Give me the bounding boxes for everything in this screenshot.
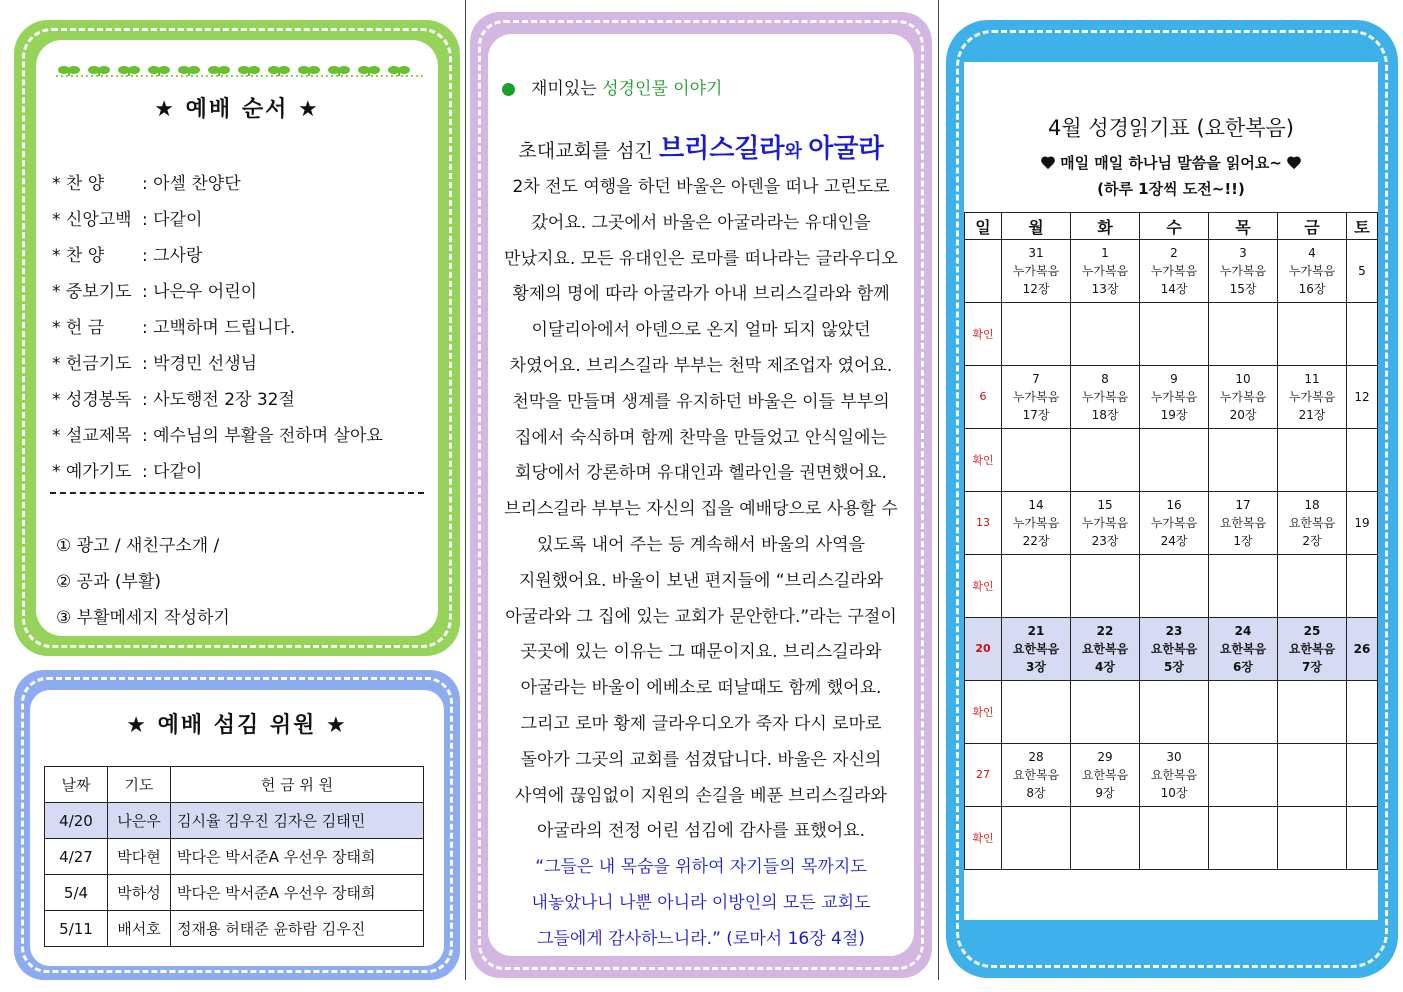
book-name: 요한복음 xyxy=(1081,642,1129,656)
story-line: 만났지요. 모든 유대인은 로마를 떠나라는 글라우디오 xyxy=(504,248,898,269)
table-row xyxy=(45,803,424,839)
book-name: 요한복음 xyxy=(1219,516,1267,530)
saturday-cell: 12 xyxy=(1347,366,1378,429)
calendar-week-row xyxy=(965,492,1378,555)
order-item xyxy=(52,382,383,418)
reading-day-cell xyxy=(1071,366,1140,429)
reading-day-cell xyxy=(1140,744,1209,807)
day-number: 11 xyxy=(1304,372,1320,386)
calendar-check-row xyxy=(965,681,1378,744)
order-item-value: : 다같이 xyxy=(142,462,203,482)
chapter: 13장 xyxy=(1091,282,1119,296)
book-name: 요한복음 xyxy=(1150,768,1198,782)
story-title xyxy=(488,128,914,165)
check-box-cell[interactable] xyxy=(1140,681,1209,744)
book-name: 누가복음 xyxy=(1150,516,1198,530)
check-box-cell[interactable] xyxy=(1209,555,1278,618)
story-line: 브리스길라 부부는 자신의 집을 예배당으로 사용할 수 xyxy=(504,499,898,520)
book-name: 요한복음 xyxy=(1219,642,1267,656)
day-number: 22 xyxy=(1096,624,1114,638)
story-line: 차였어요. 브리스길라 부부는 천막 제조업자 였어요. xyxy=(509,355,893,376)
order-item-label: * 헌금기도 xyxy=(52,354,132,374)
story-title-prefix: 초대교회를 섬긴 xyxy=(518,140,659,162)
chapter: 24장 xyxy=(1160,534,1188,548)
book-name: 누가복음 xyxy=(1150,264,1198,278)
day-number: 30 xyxy=(1166,750,1182,764)
reading-day-cell xyxy=(1278,744,1347,807)
reading-day-cell xyxy=(1002,618,1071,681)
sprout-border-icon xyxy=(56,52,426,78)
day-number: 9 xyxy=(1170,372,1178,386)
order-item xyxy=(52,238,383,274)
day-number: 16 xyxy=(1166,498,1182,512)
book-name: 누가복음 xyxy=(1219,390,1267,404)
order-item-label: * 성경봉독 xyxy=(52,390,132,410)
separator-line xyxy=(50,492,424,494)
reading-day-cell xyxy=(1278,492,1347,555)
day-number: 2 xyxy=(1170,246,1178,260)
day-number: 4 xyxy=(1308,246,1316,260)
reading-plan-card xyxy=(964,62,1378,920)
fold-line-left xyxy=(465,0,466,980)
order-item-label: * 설교제목 xyxy=(52,426,132,446)
check-label: 확인 xyxy=(965,429,1002,492)
calendar-check-row xyxy=(965,807,1378,870)
day-number: 18 xyxy=(1304,498,1320,512)
servers-table xyxy=(44,766,424,947)
day-number: 23 xyxy=(1165,624,1183,638)
reading-day-cell xyxy=(1071,618,1140,681)
chapter: 9장 xyxy=(1095,786,1115,800)
day-number: 17 xyxy=(1235,498,1251,512)
story-line: 아굴라의 전정 어린 섬김에 감사를 표했어요. xyxy=(536,821,866,842)
day-number: 31 xyxy=(1028,246,1044,260)
day-number: 21 xyxy=(1027,624,1045,638)
story-body xyxy=(492,170,910,958)
notice-item: ① 광고 / 새친구소개 / xyxy=(56,536,220,556)
servers-cell-date: 4/27 xyxy=(45,839,108,875)
order-item-label: * 중보기도 xyxy=(52,282,132,302)
column-header-offering: 헌 금 위 원 xyxy=(171,767,424,803)
story-line: 있도록 내어 주는 등 계속해서 바울의 사역을 xyxy=(536,534,866,555)
order-item-label: * 헌 금 xyxy=(52,318,105,338)
story-line: 회당에서 강론하며 유대인과 헬라인을 권면했어요. xyxy=(515,463,887,484)
reading-plan-challenge: (하루 1장씩 도전~!!) xyxy=(1097,180,1245,198)
chapter: 7장 xyxy=(1302,660,1322,674)
check-box-cell[interactable] xyxy=(1071,303,1140,366)
chapter: 20장 xyxy=(1229,408,1257,422)
calendar-check-row xyxy=(965,429,1378,492)
check-box-cell[interactable] xyxy=(1347,807,1378,870)
table-row xyxy=(45,911,424,947)
story-title-conj: 와 xyxy=(784,141,809,162)
order-item xyxy=(52,166,383,202)
check-box-cell[interactable] xyxy=(1140,807,1209,870)
reading-day-cell xyxy=(1209,240,1278,303)
book-name: 누가복음 xyxy=(1081,516,1129,530)
order-item-value: : 예수님의 부활을 전하며 살아요 xyxy=(142,426,383,446)
reading-day-cell xyxy=(1002,240,1071,303)
check-box-cell[interactable] xyxy=(1071,807,1140,870)
chapter: 15장 xyxy=(1229,282,1257,296)
story-line: 천막을 만들며 생계를 유지하던 바울은 이들 부부의 xyxy=(512,391,890,412)
story-line: 아굴라는 바울이 에베소로 떠날때도 함께 했어요. xyxy=(520,678,882,699)
check-box-cell[interactable] xyxy=(1278,303,1347,366)
bible-story-card xyxy=(488,34,914,956)
fold-line-right xyxy=(938,0,939,980)
chapter: 19장 xyxy=(1160,408,1188,422)
worship-servers-card xyxy=(30,690,444,966)
order-item xyxy=(52,418,383,454)
order-item xyxy=(52,274,383,310)
check-box-cell[interactable] xyxy=(1071,429,1140,492)
servers-cell-date: 5/11 xyxy=(45,911,108,947)
book-name: 요한복음 xyxy=(1288,516,1336,530)
servers-cell-prayer: 박다현 xyxy=(108,839,171,875)
book-name: 요한복음 xyxy=(1150,642,1198,656)
check-box-cell[interactable] xyxy=(1140,429,1209,492)
day-number: 8 xyxy=(1101,372,1109,386)
check-box-cell[interactable] xyxy=(1278,555,1347,618)
sunday-cell: 13 xyxy=(965,492,1002,555)
order-item-label: * 예가기도 xyxy=(52,462,132,482)
book-name: 요한복음 xyxy=(1081,768,1129,782)
weekday-header: 월 xyxy=(1002,213,1071,240)
check-box-cell[interactable] xyxy=(1347,555,1378,618)
chapter: 4장 xyxy=(1095,660,1115,674)
book-name: 요한복음 xyxy=(1012,768,1060,782)
check-box-cell[interactable] xyxy=(1002,429,1071,492)
day-number: 1 xyxy=(1101,246,1109,260)
check-box-cell[interactable] xyxy=(1347,429,1378,492)
chapter: 17장 xyxy=(1022,408,1050,422)
reading-day-cell xyxy=(1209,366,1278,429)
calendar-week-row xyxy=(965,240,1378,303)
reading-day-cell xyxy=(1071,240,1140,303)
reading-day-cell xyxy=(1209,618,1278,681)
book-name: 누가복음 xyxy=(1288,390,1336,404)
servers-cell-prayer: 나은우 xyxy=(108,803,171,839)
order-item-value: : 그사랑 xyxy=(142,246,203,266)
notice-item: ③ 부활메세지 작성하기 xyxy=(56,608,230,628)
bible-story-panel xyxy=(470,12,932,978)
reading-day-cell xyxy=(1278,240,1347,303)
reading-plan-title: 4월 성경읽기표 (요한복음) xyxy=(1048,116,1294,140)
order-item-value: : 다같이 xyxy=(142,210,203,230)
story-line: 곳곳에 있는 이유는 그 때문이지요. 브리스길라와 xyxy=(520,642,882,663)
chapter: 16장 xyxy=(1298,282,1326,296)
servers-cell-date: 4/20 xyxy=(45,803,108,839)
check-box-cell[interactable] xyxy=(1209,681,1278,744)
servers-cell-offering: 김시율 김우진 김자은 김태민 xyxy=(171,803,424,839)
chapter: 21장 xyxy=(1298,408,1326,422)
reading-day-cell xyxy=(1002,492,1071,555)
check-box-cell[interactable] xyxy=(1278,681,1347,744)
chapter: 14장 xyxy=(1160,282,1188,296)
reading-day-cell xyxy=(1002,744,1071,807)
notice-list xyxy=(56,528,230,636)
column-header-date: 날짜 xyxy=(45,767,108,803)
notice-item: ② 공과 (부활) xyxy=(56,572,162,592)
check-label: 확인 xyxy=(965,807,1002,870)
chapter: 23장 xyxy=(1091,534,1119,548)
reading-day-cell xyxy=(1071,492,1140,555)
order-item-label: * 찬 양 xyxy=(52,174,105,194)
servers-cell-offering: 박다은 박서준A 우선우 장태희 xyxy=(171,875,424,911)
sunday-cell xyxy=(965,240,1002,303)
check-box-cell[interactable] xyxy=(1140,555,1209,618)
weekday-header: 토 xyxy=(1347,213,1378,240)
check-box-cell[interactable] xyxy=(1209,303,1278,366)
story-header xyxy=(502,74,722,99)
servers-cell-date: 5/4 xyxy=(45,875,108,911)
saturday-cell: 19 xyxy=(1347,492,1378,555)
heart-icon xyxy=(1287,157,1301,171)
chapter: 22장 xyxy=(1022,534,1050,548)
day-number: 14 xyxy=(1028,498,1044,512)
story-header-category: 성경인물 이야기 xyxy=(602,79,723,99)
day-number: 10 xyxy=(1235,372,1251,386)
table-row xyxy=(45,839,424,875)
column-header-prayer: 기도 xyxy=(108,767,171,803)
book-name: 누가복음 xyxy=(1288,264,1336,278)
chapter: 1장 xyxy=(1233,534,1253,548)
story-line: 돌아가 그곳의 교회를 섬겼답니다. 바울은 자신의 xyxy=(520,749,882,770)
reading-day-cell xyxy=(1278,366,1347,429)
check-box-cell[interactable] xyxy=(1002,555,1071,618)
day-number: 24 xyxy=(1234,624,1252,638)
check-label: 확인 xyxy=(965,303,1002,366)
saturday-cell: 26 xyxy=(1347,618,1378,681)
book-name: 누가복음 xyxy=(1219,264,1267,278)
book-name: 누가복음 xyxy=(1012,390,1060,404)
reading-day-cell xyxy=(1209,492,1278,555)
heart-icon xyxy=(1041,157,1055,171)
day-number: 29 xyxy=(1097,750,1113,764)
book-name: 누가복음 xyxy=(1081,390,1129,404)
chapter: 3장 xyxy=(1026,660,1046,674)
story-line: 지원했어요. 바울이 보낸 편지들에 “브리스길라와 xyxy=(518,570,884,591)
weekday-header: 목 xyxy=(1209,213,1278,240)
weekday-header: 수 xyxy=(1140,213,1209,240)
calendar-check-row xyxy=(965,303,1378,366)
story-line: 황제의 명에 따라 아굴라가 아내 브리스길라와 함께 xyxy=(512,284,890,305)
worship-order-list xyxy=(52,166,383,490)
story-line: 아굴라와 그 집에 있는 교회가 문안한다.”라는 구절이 xyxy=(505,606,897,627)
reading-plan-subtitle xyxy=(964,152,1378,173)
chapter: 12장 xyxy=(1022,282,1050,296)
check-box-cell[interactable] xyxy=(1071,555,1140,618)
order-item-label: * 찬 양 xyxy=(52,246,105,266)
chapter: 2장 xyxy=(1302,534,1322,548)
reading-day-cell xyxy=(1209,744,1278,807)
scripture-quote-line: “그들은 내 목숨을 위하여 자기들의 목까지도 xyxy=(535,857,867,878)
calendar-week-row xyxy=(965,366,1378,429)
calendar-week-row xyxy=(965,618,1378,681)
story-line: 사역에 끊임없이 지원의 손길을 베푼 브리스길라와 xyxy=(515,785,887,806)
book-name: 누가복음 xyxy=(1012,516,1060,530)
weekday-header: 화 xyxy=(1071,213,1140,240)
reading-day-cell xyxy=(1140,366,1209,429)
order-item xyxy=(52,202,383,238)
worship-servers-title: ★ 예배 섬김 위원 ★ xyxy=(126,713,348,738)
order-item xyxy=(52,310,383,346)
chapter: 18장 xyxy=(1091,408,1119,422)
weekday-header: 일 xyxy=(965,213,1002,240)
story-line: 2차 전도 여행을 하던 바울은 아덴을 떠나 고린도로 xyxy=(512,177,890,197)
worship-order-card xyxy=(36,40,438,636)
reading-day-cell xyxy=(1278,618,1347,681)
reading-day-cell xyxy=(1071,744,1140,807)
day-number: 28 xyxy=(1028,750,1044,764)
calendar-check-row xyxy=(965,555,1378,618)
order-item-value: : 사도행전 2장 32절 xyxy=(142,390,295,410)
servers-cell-offering: 박다은 박서준A 우선우 장태희 xyxy=(171,839,424,875)
story-line: 그리고 로마 황제 글라우디오가 죽자 다시 로마로 xyxy=(520,713,882,734)
worship-order-panel xyxy=(14,20,460,656)
day-number: 25 xyxy=(1303,624,1321,638)
table-row xyxy=(45,875,424,911)
story-title-name2: 아굴라 xyxy=(808,134,884,164)
chapter: 10장 xyxy=(1160,786,1188,800)
chapter: 6장 xyxy=(1233,660,1253,674)
bullet-dot-icon xyxy=(502,83,515,96)
check-box-cell[interactable] xyxy=(1140,303,1209,366)
story-title-name1: 브리스길라 xyxy=(658,134,785,164)
reading-day-cell xyxy=(1140,492,1209,555)
check-box-cell[interactable] xyxy=(1278,807,1347,870)
book-name: 누가복음 xyxy=(1081,264,1129,278)
reading-calendar xyxy=(964,212,1378,870)
story-line: 집에서 숙식하며 함께 찬막을 만들었고 안식일에는 xyxy=(515,427,887,448)
reading-plan-panel xyxy=(946,20,1398,978)
sunday-cell: 6 xyxy=(965,366,1002,429)
day-number: 3 xyxy=(1239,246,1247,260)
story-line: 갔어요. 그곳에서 바울은 아굴라라는 유대인을 xyxy=(531,212,871,233)
calendar-week-row xyxy=(965,744,1378,807)
weekday-header: 금 xyxy=(1278,213,1347,240)
saturday-cell xyxy=(1347,744,1378,807)
scripture-quote-line: 내놓았나니 나뿐 아니라 이방인의 모든 교회도 xyxy=(531,892,871,913)
order-item-value: : 나은우 어린이 xyxy=(142,282,258,302)
check-box-cell[interactable] xyxy=(1071,681,1140,744)
reading-day-cell xyxy=(1002,366,1071,429)
scripture-quote-line: 그들에게 감사하느니라.” (로마서 16장 4절) xyxy=(537,928,865,949)
saturday-cell: 5 xyxy=(1347,240,1378,303)
check-box-cell[interactable] xyxy=(1002,681,1071,744)
worship-order-title: ★ 예배 순서 ★ xyxy=(154,97,320,122)
day-number: 7 xyxy=(1032,372,1040,386)
worship-servers-panel xyxy=(14,670,460,980)
book-name: 요한복음 xyxy=(1288,642,1336,656)
order-item xyxy=(52,346,383,382)
check-box-cell[interactable] xyxy=(1347,303,1378,366)
sunday-cell: 27 xyxy=(965,744,1002,807)
reading-day-cell xyxy=(1140,618,1209,681)
story-line: 이달리아에서 아덴으로 온지 얼마 되지 않았던 xyxy=(531,320,871,341)
order-item-value: : 박경민 선생님 xyxy=(142,354,258,374)
book-name: 누가복음 xyxy=(1012,264,1060,278)
check-box-cell[interactable] xyxy=(1278,429,1347,492)
book-name: 누가복음 xyxy=(1150,390,1198,404)
order-item-value: : 고백하며 드립니다. xyxy=(142,318,296,338)
order-item-label: * 신앙고백 xyxy=(52,210,132,230)
servers-cell-prayer: 배서호 xyxy=(108,911,171,947)
chapter: 8장 xyxy=(1026,786,1046,800)
chapter: 5장 xyxy=(1164,660,1184,674)
sunday-cell: 20 xyxy=(965,618,1002,681)
story-header-prefix: 재미있는 xyxy=(531,79,603,99)
order-item xyxy=(52,454,383,490)
check-box-cell[interactable] xyxy=(1209,807,1278,870)
check-box-cell[interactable] xyxy=(1002,807,1071,870)
servers-cell-offering: 정재용 허태준 윤하람 김우진 xyxy=(171,911,424,947)
check-label: 확인 xyxy=(965,681,1002,744)
check-box-cell[interactable] xyxy=(1209,429,1278,492)
servers-cell-prayer: 박하성 xyxy=(108,875,171,911)
check-box-cell[interactable] xyxy=(1347,681,1378,744)
day-number: 15 xyxy=(1097,498,1113,512)
reading-plan-subtitle-text: 매일 매일 하나님 말씀을 읽어요~ xyxy=(1060,154,1282,172)
order-item-value: : 아셀 찬양단 xyxy=(142,174,241,194)
reading-day-cell xyxy=(1140,240,1209,303)
check-label: 확인 xyxy=(965,555,1002,618)
book-name: 요한복음 xyxy=(1012,642,1060,656)
check-box-cell[interactable] xyxy=(1002,303,1071,366)
